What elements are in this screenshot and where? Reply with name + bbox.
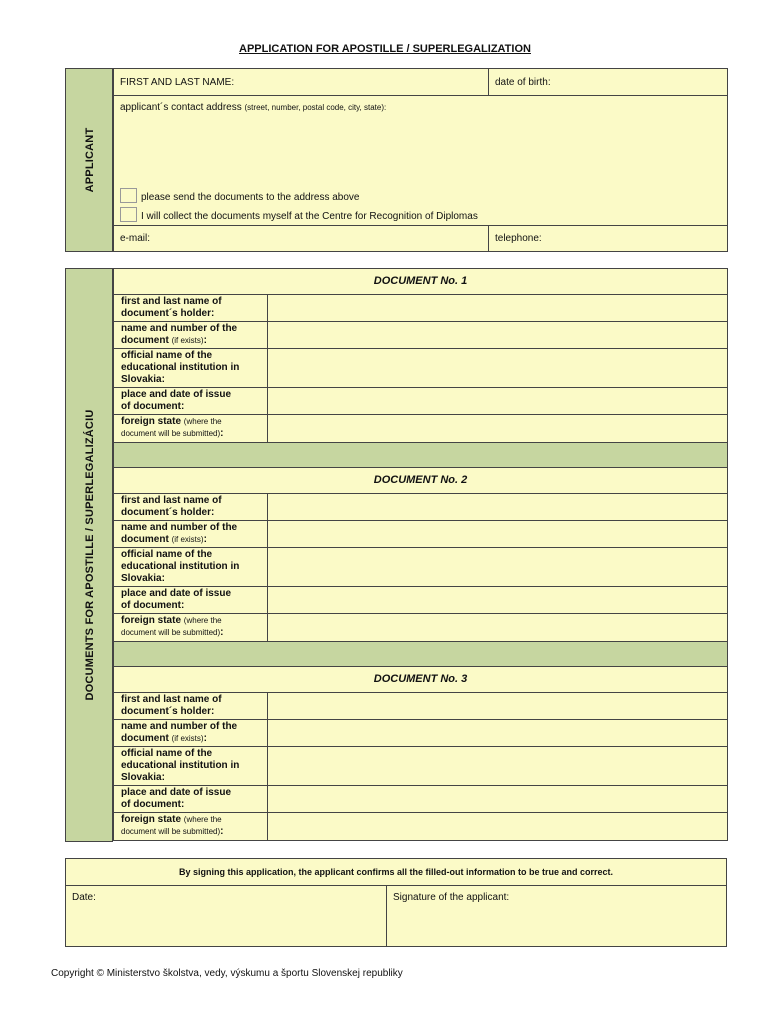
- document-heading-1: [113, 268, 728, 295]
- label-line: foreign state: [121, 416, 182, 427]
- document-1-holder-label: [113, 294, 268, 322]
- document-heading-2: [113, 467, 728, 494]
- label-note: document will be submitted): [121, 628, 221, 637]
- document-2-holder-label: [113, 493, 268, 521]
- document-1-institution-label: [113, 348, 268, 388]
- document-2-issue-label: [113, 586, 268, 614]
- number-label-text: [114, 720, 237, 745]
- holder-label-text: [114, 494, 222, 519]
- address-label: applicant´s contact address (street, number, postal code, city, state):: [120, 102, 387, 113]
- foreign-label-text: [114, 813, 224, 838]
- telephone-label: telephone:: [495, 233, 542, 244]
- label-line: first and last name of: [121, 694, 222, 705]
- label-line: official name of the: [121, 350, 213, 361]
- documents-side-label: DOCUMENTS FOR APOSTILLE / SUPERLEGALIZÁCIU: [84, 409, 96, 701]
- date-field[interactable]: [65, 885, 387, 947]
- collect-documents-checkbox[interactable]: [120, 207, 137, 222]
- label-line: of document:: [121, 600, 185, 611]
- label-line: educational institution in: [121, 760, 240, 771]
- label-note: document will be submitted): [121, 429, 221, 438]
- document-3-issue-label: [113, 785, 268, 813]
- label-line: document: [121, 534, 169, 545]
- label-note: (where the: [183, 417, 222, 426]
- document-2-foreign-label: [113, 613, 268, 642]
- label-colon: :: [203, 733, 207, 744]
- document-1-number-label: [113, 321, 268, 349]
- label-line: name and number of the: [121, 522, 238, 533]
- label-line: foreign state: [121, 615, 182, 626]
- label-note: (if exists): [171, 734, 204, 743]
- label-line: of document:: [121, 401, 185, 412]
- foreign-label-text: [114, 614, 224, 639]
- document-1-foreign-input[interactable]: [267, 414, 728, 443]
- label-colon: :: [203, 335, 207, 346]
- label-line: document´s holder:: [121, 706, 215, 717]
- document-2-institution-label: [113, 547, 268, 587]
- document-2-issue-input[interactable]: [267, 586, 728, 614]
- document-heading-text: DOCUMENT No. 3: [373, 673, 468, 685]
- document-3-foreign-input[interactable]: [267, 812, 728, 841]
- document-heading-3: [113, 666, 728, 693]
- collect-documents-label: I will collect the documents myself at the Centre for Recognition of Diplomas: [141, 211, 478, 222]
- institution-label-text: [114, 548, 239, 585]
- label-line: Slovakia:: [121, 374, 165, 385]
- label-line: document´s holder:: [121, 308, 215, 319]
- document-heading-text: DOCUMENT No. 2: [373, 474, 468, 486]
- document-2-number-input[interactable]: [267, 520, 728, 548]
- document-1-institution-input[interactable]: [267, 348, 728, 388]
- label-line: foreign state: [121, 814, 182, 825]
- label-line: first and last name of: [121, 495, 222, 506]
- label-line: official name of the: [121, 748, 213, 759]
- label-line: official name of the: [121, 549, 213, 560]
- date-of-birth-field[interactable]: [488, 68, 728, 96]
- signature-label: Signature of the applicant:: [393, 892, 510, 903]
- document-3-number-label: [113, 719, 268, 747]
- label-colon: :: [220, 428, 224, 439]
- issue-label-text: [114, 388, 231, 413]
- applicant-side-label: APPLICANT: [84, 127, 96, 193]
- email-label: e-mail:: [120, 233, 151, 244]
- label-line: of document:: [121, 799, 185, 810]
- label-line: place and date of issue: [121, 787, 232, 798]
- document-1-foreign-label: [113, 414, 268, 443]
- label-line: document: [121, 335, 169, 346]
- name-label: FIRST AND LAST NAME:: [120, 77, 235, 88]
- document-1-issue-input[interactable]: [267, 387, 728, 415]
- issue-label-text: [114, 587, 231, 612]
- document-3-holder-label: [113, 692, 268, 720]
- document-2-foreign-input[interactable]: [267, 613, 728, 642]
- date-label: Date:: [72, 892, 96, 903]
- email-field[interactable]: [113, 225, 489, 252]
- label-note: document will be submitted): [121, 827, 221, 836]
- label-line: Slovakia:: [121, 573, 165, 584]
- label-line: name and number of the: [121, 721, 238, 732]
- label-note: (where the: [183, 815, 222, 824]
- document-3-foreign-label: [113, 812, 268, 841]
- signature-field[interactable]: [386, 885, 727, 947]
- page-title: APPLICATION FOR APOSTILLE / SUPERLEGALIZATION: [239, 43, 531, 55]
- telephone-field[interactable]: [488, 225, 728, 252]
- label-line: document´s holder:: [121, 507, 215, 518]
- copyright-footer: Copyright © Ministerstvo školstva, vedy, výskumu a športu Slovenskej republiky: [51, 968, 403, 979]
- label-line: Slovakia:: [121, 772, 165, 783]
- label-note: (where the: [183, 616, 222, 625]
- label-line: document: [121, 733, 169, 744]
- holder-label-text: [114, 295, 222, 320]
- document-heading-text: DOCUMENT No. 1: [373, 275, 468, 287]
- foreign-label-text: [114, 415, 224, 440]
- document-2-number-label: [113, 520, 268, 548]
- date-of-birth-label: date of birth:: [495, 77, 551, 88]
- label-note: (if exists): [171, 336, 204, 345]
- document-1-number-input[interactable]: [267, 321, 728, 349]
- send-documents-label: please send the documents to the address above: [141, 192, 360, 203]
- document-3-institution-input[interactable]: [267, 746, 728, 786]
- address-field[interactable]: [113, 95, 728, 226]
- send-documents-checkbox[interactable]: [120, 188, 137, 203]
- holder-label-text: [114, 693, 222, 718]
- label-line: place and date of issue: [121, 588, 232, 599]
- document-3-institution-label: [113, 746, 268, 786]
- address-hint: (street, number, postal code, city, state):: [244, 103, 387, 112]
- document-3-number-input[interactable]: [267, 719, 728, 747]
- document-1-issue-label: [113, 387, 268, 415]
- name-field[interactable]: [113, 68, 489, 96]
- label-colon: :: [220, 826, 224, 837]
- number-label-text: [114, 322, 237, 347]
- signing-statement: [65, 858, 727, 886]
- label-line: educational institution in: [121, 362, 240, 373]
- issue-label-text: [114, 786, 231, 811]
- number-label-text: [114, 521, 237, 546]
- institution-label-text: [114, 349, 239, 386]
- institution-label-text: [114, 747, 239, 784]
- label-colon: :: [220, 627, 224, 638]
- label-line: place and date of issue: [121, 389, 232, 400]
- document-1-holder-input[interactable]: [267, 294, 728, 322]
- document-2-holder-input[interactable]: [267, 493, 728, 521]
- signing-statement-text: By signing this application, the applicant confirms all the filled-out information to be true and correct.: [178, 867, 614, 877]
- label-note: (if exists): [171, 535, 204, 544]
- document-2-institution-input[interactable]: [267, 547, 728, 587]
- label-line: educational institution in: [121, 561, 240, 572]
- label-line: first and last name of: [121, 296, 222, 307]
- document-separator: [113, 641, 728, 667]
- label-line: name and number of the: [121, 323, 238, 334]
- document-3-holder-input[interactable]: [267, 692, 728, 720]
- document-3-issue-input[interactable]: [267, 785, 728, 813]
- document-separator: [113, 442, 728, 468]
- label-colon: :: [203, 534, 207, 545]
